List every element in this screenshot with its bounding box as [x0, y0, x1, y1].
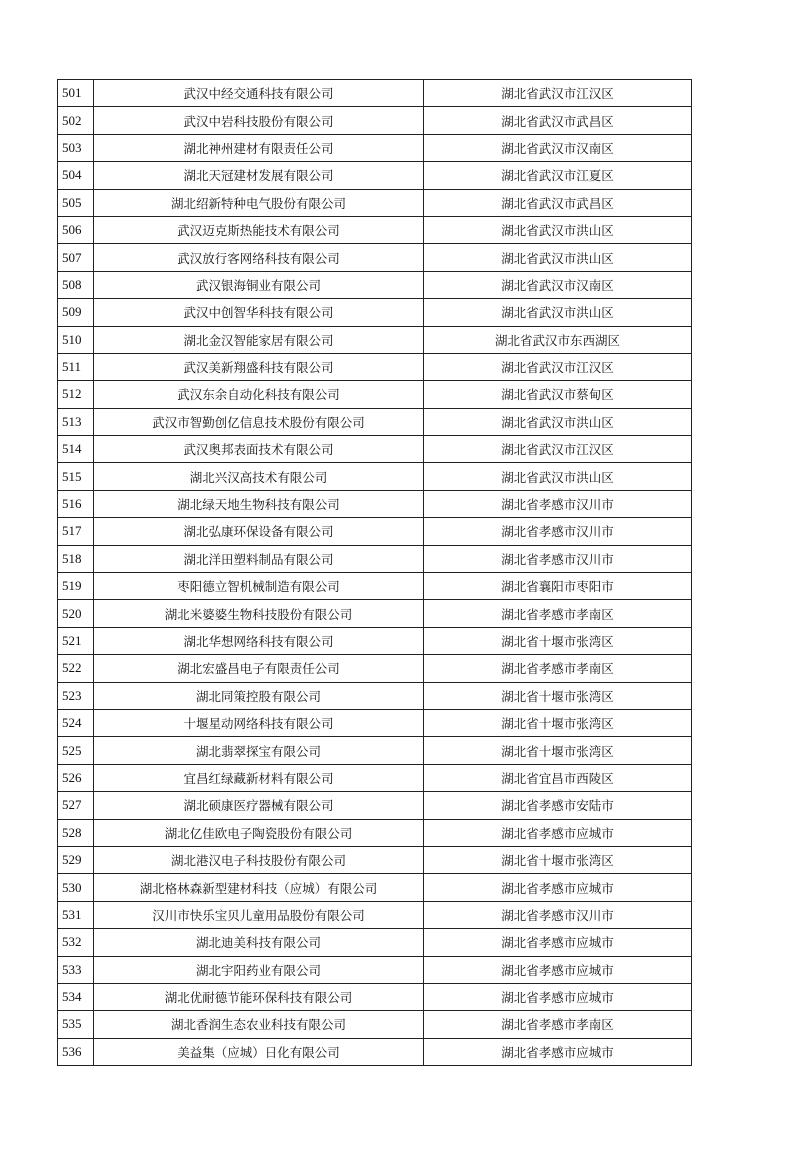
company-location: 湖北省孝感市孝南区: [424, 655, 692, 682]
company-location: 湖北省武汉市蔡甸区: [424, 381, 692, 408]
company-name: 武汉东余自动化科技有限公司: [94, 381, 424, 408]
row-number: 529: [58, 846, 94, 873]
company-name: 武汉中岩科技股份有限公司: [94, 107, 424, 134]
company-name: 湖北香润生态农业科技有限公司: [94, 1011, 424, 1038]
row-number: 514: [58, 436, 94, 463]
company-name: 湖北米婆婆生物科技股份有限公司: [94, 600, 424, 627]
company-name: 枣阳德立智机械制造有限公司: [94, 573, 424, 600]
row-number: 501: [58, 80, 94, 107]
company-name: 武汉奥邦表面技术有限公司: [94, 436, 424, 463]
company-name: 湖北同策控股有限公司: [94, 682, 424, 709]
company-location: 湖北省孝感市安陆市: [424, 792, 692, 819]
table-row: [58, 490, 692, 517]
row-number: 509: [58, 299, 94, 326]
table-row: [58, 80, 692, 107]
company-name: 湖北宇阳药业有限公司: [94, 956, 424, 983]
company-location: 湖北省孝感市汉川市: [424, 901, 692, 928]
table-row: [58, 244, 692, 271]
company-name: 湖北港汉电子科技股份有限公司: [94, 846, 424, 873]
company-name: 湖北天冠建材发展有限公司: [94, 162, 424, 189]
table-row: [58, 545, 692, 572]
company-name: 十堰星动网络科技有限公司: [94, 709, 424, 736]
company-location: 湖北省孝感市汉川市: [424, 545, 692, 572]
table-row: [58, 846, 692, 873]
table-row: [58, 463, 692, 490]
table-row: [58, 326, 692, 353]
table-row: [58, 682, 692, 709]
company-list-body: [58, 80, 692, 1066]
company-name: 湖北硕康医疗器械有限公司: [94, 792, 424, 819]
row-number: 503: [58, 134, 94, 161]
row-number: 516: [58, 490, 94, 517]
row-number: 524: [58, 709, 94, 736]
company-location: 湖北省武汉市江夏区: [424, 162, 692, 189]
company-location: 湖北省武汉市洪山区: [424, 216, 692, 243]
company-name: 武汉中经交通科技有限公司: [94, 80, 424, 107]
table-row: [58, 381, 692, 408]
table-row: [58, 792, 692, 819]
table-row: [58, 956, 692, 983]
table-row: [58, 353, 692, 380]
company-location: 湖北省武汉市江汉区: [424, 80, 692, 107]
company-name: 湖北亿佳欧电子陶瓷股份有限公司: [94, 819, 424, 846]
company-location: 湖北省武汉市洪山区: [424, 299, 692, 326]
table-row: [58, 299, 692, 326]
company-location: 湖北省孝感市孝南区: [424, 1011, 692, 1038]
row-number: 527: [58, 792, 94, 819]
table-row: [58, 1011, 692, 1038]
company-name: 武汉放行客网络科技有限公司: [94, 244, 424, 271]
table-row: [58, 737, 692, 764]
table-row: [58, 764, 692, 791]
row-number: 535: [58, 1011, 94, 1038]
table-row: [58, 134, 692, 161]
company-location: 湖北省武汉市武昌区: [424, 189, 692, 216]
company-location: 湖北省宜昌市西陵区: [424, 764, 692, 791]
company-location: 湖北省襄阳市枣阳市: [424, 573, 692, 600]
company-location: 湖北省孝感市应城市: [424, 1038, 692, 1065]
row-number: 521: [58, 627, 94, 654]
company-location: 湖北省十堰市张湾区: [424, 709, 692, 736]
row-number: 505: [58, 189, 94, 216]
table-row: [58, 408, 692, 435]
row-number: 520: [58, 600, 94, 627]
row-number: 502: [58, 107, 94, 134]
company-location: 湖北省孝感市汉川市: [424, 518, 692, 545]
company-name: 湖北绿天地生物科技有限公司: [94, 490, 424, 517]
row-number: 522: [58, 655, 94, 682]
company-name: 湖北弘康环保设备有限公司: [94, 518, 424, 545]
company-name: 武汉市智勤创亿信息技术股份有限公司: [94, 408, 424, 435]
row-number: 512: [58, 381, 94, 408]
company-name: 湖北迪美科技有限公司: [94, 929, 424, 956]
row-number: 515: [58, 463, 94, 490]
company-name: 武汉迈克斯热能技术有限公司: [94, 216, 424, 243]
table-row: [58, 627, 692, 654]
row-number: 511: [58, 353, 94, 380]
company-name: 美益集（应城）日化有限公司: [94, 1038, 424, 1065]
row-number: 508: [58, 271, 94, 298]
row-number: 533: [58, 956, 94, 983]
company-location: 湖北省孝感市孝南区: [424, 600, 692, 627]
table-row: [58, 518, 692, 545]
company-name: 湖北神州建材有限责任公司: [94, 134, 424, 161]
company-location: 湖北省武汉市汉南区: [424, 271, 692, 298]
table-row: [58, 271, 692, 298]
company-location: 湖北省武汉市洪山区: [424, 244, 692, 271]
company-name: 湖北优耐德节能环保科技有限公司: [94, 983, 424, 1010]
row-number: 525: [58, 737, 94, 764]
company-location: 湖北省武汉市东西湖区: [424, 326, 692, 353]
company-name: 湖北洋田塑料制品有限公司: [94, 545, 424, 572]
table-row: [58, 216, 692, 243]
company-location: 湖北省武汉市洪山区: [424, 463, 692, 490]
table-row: [58, 929, 692, 956]
company-location: 湖北省孝感市应城市: [424, 874, 692, 901]
row-number: 536: [58, 1038, 94, 1065]
row-number: 519: [58, 573, 94, 600]
table-row: [58, 573, 692, 600]
row-number: 530: [58, 874, 94, 901]
company-location: 湖北省孝感市应城市: [424, 929, 692, 956]
company-name: 湖北金汉智能家居有限公司: [94, 326, 424, 353]
company-location: 湖北省武汉市汉南区: [424, 134, 692, 161]
company-location: 湖北省孝感市应城市: [424, 956, 692, 983]
company-location: 湖北省武汉市江汉区: [424, 353, 692, 380]
row-number: 510: [58, 326, 94, 353]
row-number: 531: [58, 901, 94, 928]
company-location: 湖北省孝感市应城市: [424, 819, 692, 846]
row-number: 518: [58, 545, 94, 572]
company-location: 湖北省十堰市张湾区: [424, 737, 692, 764]
table-row: [58, 162, 692, 189]
company-location: 湖北省孝感市应城市: [424, 983, 692, 1010]
row-number: 528: [58, 819, 94, 846]
company-name: 武汉中创智华科技有限公司: [94, 299, 424, 326]
table-row: [58, 600, 692, 627]
company-name: 湖北宏盛昌电子有限责任公司: [94, 655, 424, 682]
company-list-table: [57, 79, 692, 1066]
table-row: [58, 709, 692, 736]
company-name: 湖北绍新特种电气股份有限公司: [94, 189, 424, 216]
table-row: [58, 107, 692, 134]
row-number: 513: [58, 408, 94, 435]
company-name: 宜昌红绿藏新材料有限公司: [94, 764, 424, 791]
company-location: 湖北省孝感市汉川市: [424, 490, 692, 517]
company-name: 湖北华想网络科技有限公司: [94, 627, 424, 654]
company-location: 湖北省十堰市张湾区: [424, 627, 692, 654]
company-name: 汉川市快乐宝贝儿童用品股份有限公司: [94, 901, 424, 928]
company-name: 武汉美新翔盛科技有限公司: [94, 353, 424, 380]
table-row: [58, 819, 692, 846]
table-row: [58, 983, 692, 1010]
company-location: 湖北省十堰市张湾区: [424, 846, 692, 873]
row-number: 534: [58, 983, 94, 1010]
row-number: 504: [58, 162, 94, 189]
table-row: [58, 901, 692, 928]
company-name: 湖北兴汉高技术有限公司: [94, 463, 424, 490]
row-number: 532: [58, 929, 94, 956]
table-row: [58, 655, 692, 682]
row-number: 517: [58, 518, 94, 545]
table-row: [58, 436, 692, 463]
row-number: 526: [58, 764, 94, 791]
row-number: 523: [58, 682, 94, 709]
company-location: 湖北省武汉市武昌区: [424, 107, 692, 134]
company-name: 湖北翡翠探宝有限公司: [94, 737, 424, 764]
company-location: 湖北省十堰市张湾区: [424, 682, 692, 709]
table-row: [58, 874, 692, 901]
company-name: 湖北格林森新型建材科技（应城）有限公司: [94, 874, 424, 901]
row-number: 507: [58, 244, 94, 271]
company-name: 武汉银海铜业有限公司: [94, 271, 424, 298]
table-row: [58, 189, 692, 216]
company-location: 湖北省武汉市洪山区: [424, 408, 692, 435]
company-location: 湖北省武汉市江汉区: [424, 436, 692, 463]
table-row: [58, 1038, 692, 1065]
row-number: 506: [58, 216, 94, 243]
